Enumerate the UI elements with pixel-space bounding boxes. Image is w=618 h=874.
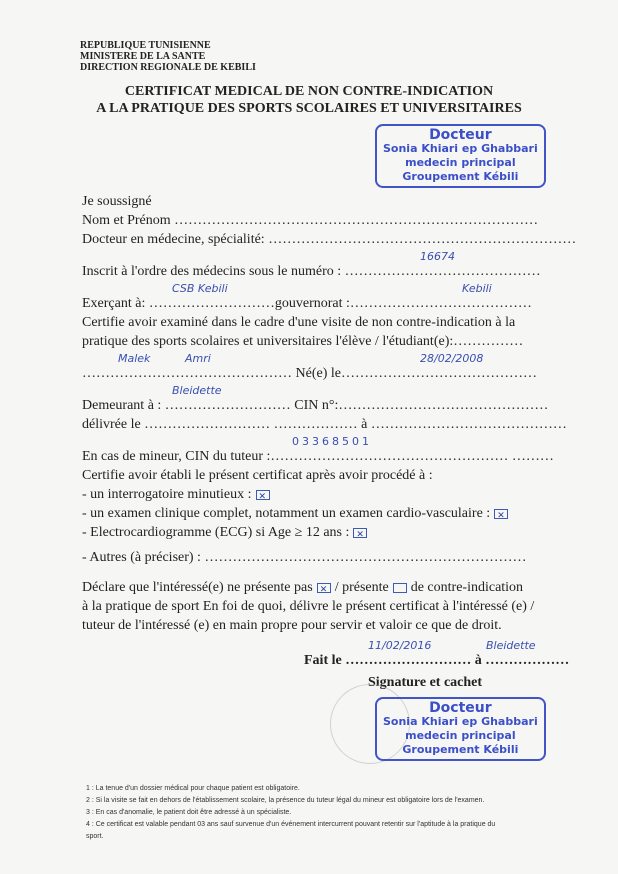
declare-text-3: tuteur de l'intéressé (e) en main propre pour servir et valoir ce que de droit.	[82, 618, 502, 633]
demeurant-field: Demeurant à : ……………………… CIN n°:………………………………………	[82, 398, 549, 413]
hw-prenom: Amri	[185, 352, 211, 365]
footnote-4-cont: sport.	[86, 833, 104, 840]
document-title-line2: A LA PRATIQUE DES SPORTS SCOLAIRES ET UNIVERSITAIRES	[96, 101, 522, 116]
ecg-checkbox[interactable]	[353, 528, 367, 538]
stamp-name: Sonia Khiari ep Ghabbari	[383, 142, 538, 155]
stamp-role: medecin principal	[405, 156, 516, 169]
hw-demeurant: Bleidette	[172, 384, 222, 397]
hw-fait-le: 11/02/2016	[368, 639, 432, 652]
je-soussigne: Je soussigné	[82, 194, 152, 209]
ecg-item	[82, 525, 367, 541]
exercant-field: Exerçant à: ………………………gouvernorat :…………………………………	[82, 296, 532, 311]
header-republic: REPUBLIQUE TUNISIENNE	[80, 40, 211, 51]
hw-fait-a: Bleidette	[486, 639, 536, 652]
interrogatoire-item	[82, 487, 270, 503]
ecg-label: - Electrocardiogramme (ECG) si Age ≥ 12 ans :	[82, 525, 350, 540]
examen-label: - un examen clinique complet, notamment un examen cardio-vasculaire :	[82, 506, 491, 521]
autres-field: - Autres (à préciser) : ……………………………………………………………	[82, 550, 527, 565]
declare-text: Déclare que l'intéressé(e) ne présente pas	[82, 580, 313, 595]
doctor-stamp-bottom	[375, 697, 546, 761]
declare-text-2: à la pratique de sport En foi de quoi, délivre le présent certificat à l'intéressé (e) /	[82, 599, 535, 614]
document-title-line1: CERTIFICAT MEDICAL DE NON CONTRE-INDICATION	[124, 84, 494, 99]
header-direction: DIRECTION REGIONALE DE KEBILI	[80, 62, 256, 73]
hw-gouvernorat: Kebili	[462, 282, 492, 295]
numero-ordre-field: Inscrit à l'ordre des médecins sous le numéro : ……………………………………	[82, 264, 541, 279]
signature-label: Signature et cachet	[368, 675, 483, 690]
stamp-title: Docteur	[429, 700, 492, 716]
footnote-4: 4 : Ce certificat est valable pendant 03 ans sauf survenue d'un événement intercurrent pouvant retentir sur l'aptitude à la pratique du	[86, 821, 496, 828]
footnote-3: 3 : En cas d'anomalie, le patient doit être adressé à un spécialiste.	[86, 809, 292, 816]
delivree-field: délivrée le ……………………… ……………… à ……………………………………	[82, 417, 567, 432]
header-ministry: MINISTERE DE LA SANTE	[80, 51, 206, 62]
presente-text: / présente	[334, 580, 389, 595]
presente-checkbox[interactable]	[393, 583, 407, 593]
footnote-1: 1 : La tenue d'un dossier médical pour chaque patient est obligatoire.	[86, 785, 300, 792]
hw-date-naissance: 28/02/2008	[420, 352, 484, 365]
fait-le-field: Fait le ……………………… à ………………	[304, 653, 570, 668]
contre-indication-text: de contre-indication	[410, 580, 524, 595]
interrogatoire-checkbox[interactable]	[256, 490, 270, 500]
cin-tuteur-field: En cas de mineur, CIN du tuteur :…………………………………………… ………	[82, 449, 554, 464]
hw-numero: 16674	[420, 250, 455, 263]
pratique-text: pratique des sports scolaires et universitaires l'élève / l'étudiant(e):……………	[82, 334, 524, 349]
stamp-group: Groupement Kébili	[402, 743, 519, 756]
doctor-stamp-top	[375, 124, 546, 188]
ne-presente-pas-checkbox[interactable]	[317, 583, 331, 593]
stamp-title: Docteur	[429, 127, 492, 143]
nom-prenom-field: Nom et Prénom ……………………………………………………………………	[82, 213, 539, 228]
hw-nom: Malek	[118, 352, 151, 365]
certifie-text: Certifie avoir examiné dans le cadre d'une visite de non contre-indication à la	[82, 315, 516, 330]
declare-line	[82, 580, 523, 596]
examen-checkbox[interactable]	[494, 509, 508, 519]
footnote-2: 2 : Si la visite se fait en dehors de l'établissement scolaire, la présence du tuteur légal du mineur est obligatoire lors de l'examen.	[86, 797, 485, 804]
stamp-name: Sonia Khiari ep Ghabbari	[383, 715, 538, 728]
stamp-group: Groupement Kébili	[402, 170, 519, 183]
hw-exercant: CSB Kebili	[172, 282, 228, 295]
eleve-naissance-field: ……………………………………… Né(e) le……………………………………	[82, 366, 537, 381]
certifie-etabli-text: Certifie avoir établi le présent certificat après avoir procédé à :	[82, 468, 433, 483]
stamp-role: medecin principal	[405, 729, 516, 742]
hw-cin-tuteur: 03368501	[292, 435, 372, 448]
specialite-field: Docteur en médecine, spécialité: …………………………………………………………	[82, 232, 577, 247]
interrogatoire-label: - un interrogatoire minutieux :	[82, 487, 252, 502]
examen-item	[82, 506, 508, 522]
